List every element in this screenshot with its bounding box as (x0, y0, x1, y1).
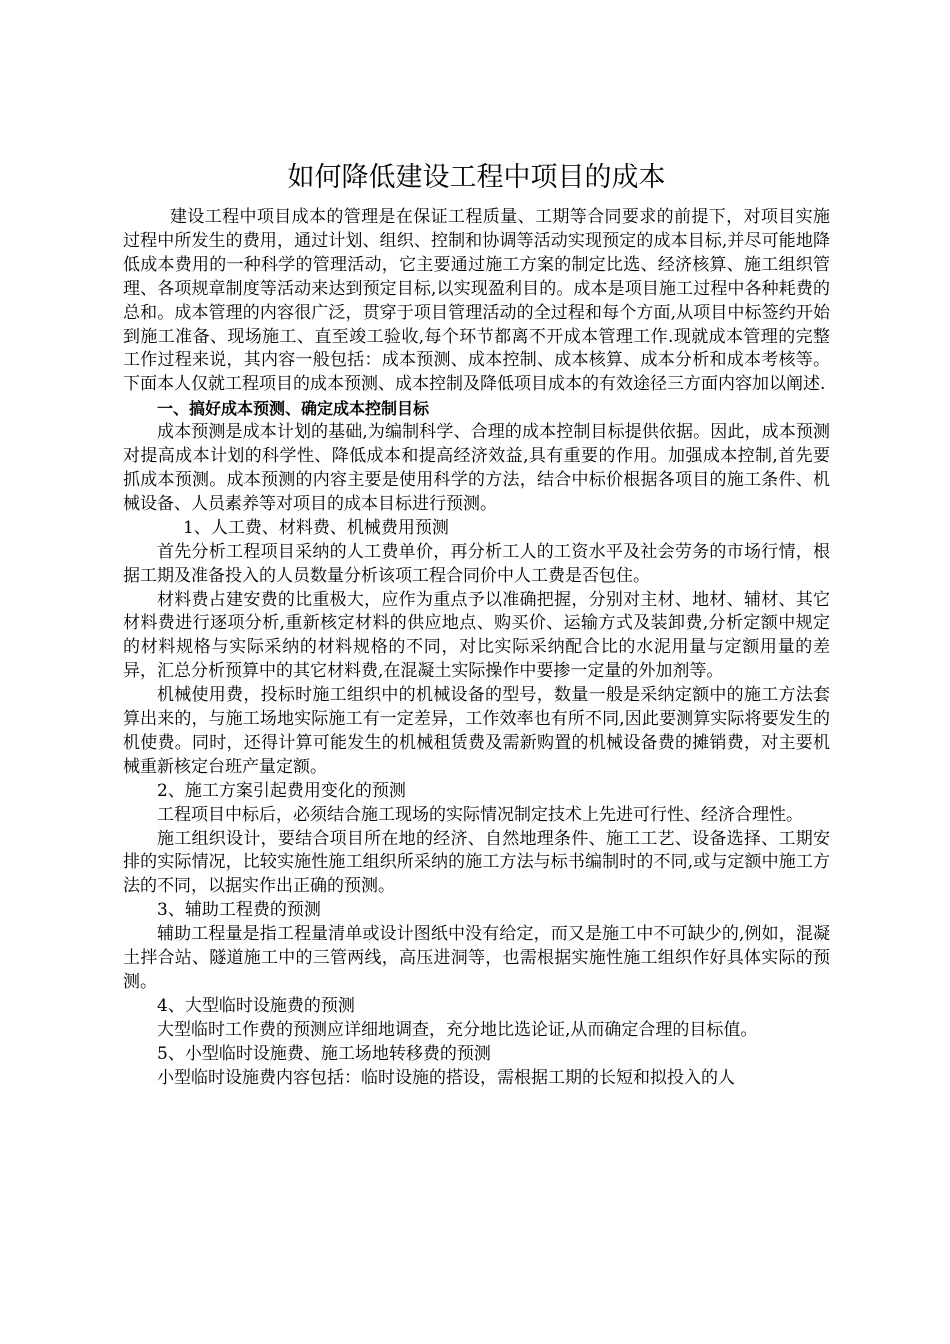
sub5-paragraph: 小型临时设施费内容包括：临时设施的搭设，需根据工期的长短和拟投入的人 (157, 1067, 735, 1088)
sub3-heading: 3、辅助工程费的预测 (157, 900, 321, 921)
section1-paragraph: 成本预测是成本计划的基础,为编制科学、合理的成本控制目标提供依据。因此，成本预测对提高成本计划的科学性、降低成本和提高经济效益,具有重要的作用。加强成本控制,首先要抓成本预测。成本预测的内容主要是使用科学的方法，结合中标价根据各项目的施工条件、机械设备、人员素养等对项目的成本目标进行预测。 (123, 422, 830, 514)
intro-paragraph: 建设工程中项目成本的管理是在保证工程质量、工期等合同要求的前提下，对项目实施过程中所发生的费用，通过计划、组织、控制和协调等活动实现预定的成本目标,并尽可能地降低成本费用的一种科学的管理活动，它主要通过施工方案的制定比选、经济核算、施工组织管理、各项规章制度等活动来达到预定目标,以实现盈利目的。成本是项目施工过程中各种耗费的总和。成本管理的内容很广泛，贯穿于项目管理活动的全过程和每个方面,从项目中标签约开始到施工准备、现场施工、直至竣工验收,每个环节都离不开成本管理工作.现就成本管理的完整工作过程来说，其内容一般包括：成本预测、成本控制、成本核算、成本分析和成本考核等。下面本人仅就工程项目的成本预测、成本控制及降低项目成本的有效途径三方面内容加以阐述. (123, 207, 830, 395)
sub2-paragraph-1: 工程项目中标后，必须结合施工现场的实际情况制定技术上先进可行性、经济合理性。 (157, 804, 803, 825)
sub4-heading: 4、大型临时设施费的预测 (157, 995, 355, 1016)
document-title: 如何降低建设工程中项目的成本 (287, 162, 666, 193)
sub1-paragraph-machinery: 机械使用费，投标时施工组织中的机械设备的型号，数量一般是采纳定额中的施工方法套算出来的，与施工场地实际施工有一定差异，工作效率也有所不同,因此要测算实际将要发生的机使费。同时，还得计算可能发生的机械租赁费及需新购置的机械设备费的摊销费，对主要机械重新核定台班产量定额。 (123, 685, 830, 777)
sub1-paragraph-labor: 首先分析工程项目采纳的人工费单价，再分析工人的工资水平及社会劳务的市场行情，根据工期及准备投入的人员数量分析该项工程合同价中人工费是否包住。 (123, 541, 830, 586)
sub1-heading: 1、人工费、材料费、机械费用预测 (183, 517, 449, 538)
sub1-paragraph-material: 材料费占建安费的比重极大，应作为重点予以准确把握，分别对主材、地材、辅材、其它材料费进行逐项分析,重新核定材料的供应地点、购买价、运输方式及装卸费,分析定额中规定的材料规格与实际采纳的材料规格的不同，对比实际采纳配合比的水泥用量与定额用量的差异，汇总分析预算中的其它材料费,在混凝土实际操作中要掺一定量的外加剂等。 (123, 589, 830, 682)
sub5-heading: 5、小型临时设施费、施工场地转移费的预测 (157, 1043, 491, 1064)
section1-heading: 一、搞好成本预测、确定成本控制目标 (157, 399, 430, 419)
sub4-paragraph: 大型临时工作费的预测应详细地调查，充分地比选论证,从而确定合理的目标值。 (157, 1019, 758, 1040)
document-page (123, 158, 830, 1091)
sub2-paragraph-2: 施工组织设计，要结合项目所在地的经济、自然地理条件、施工工艺、设备选择、工期安排的实际情况，比较实施性施工组织所采纳的施工方法与标书编制时的不同,或与定额中施工方法的不同，以据实作出正确的预测。 (123, 828, 830, 897)
sub2-heading: 2、施工方案引起费用变化的预测 (157, 780, 406, 801)
sub3-paragraph: 辅助工程量是指工程量清单或设计图纸中没有给定，而又是施工中不可缺少的,例如，混凝土拌合站、隧道施工中的三管两线，高压进洞等，也需根据实施性施工组织作好具体实际的预测。 (123, 924, 830, 992)
